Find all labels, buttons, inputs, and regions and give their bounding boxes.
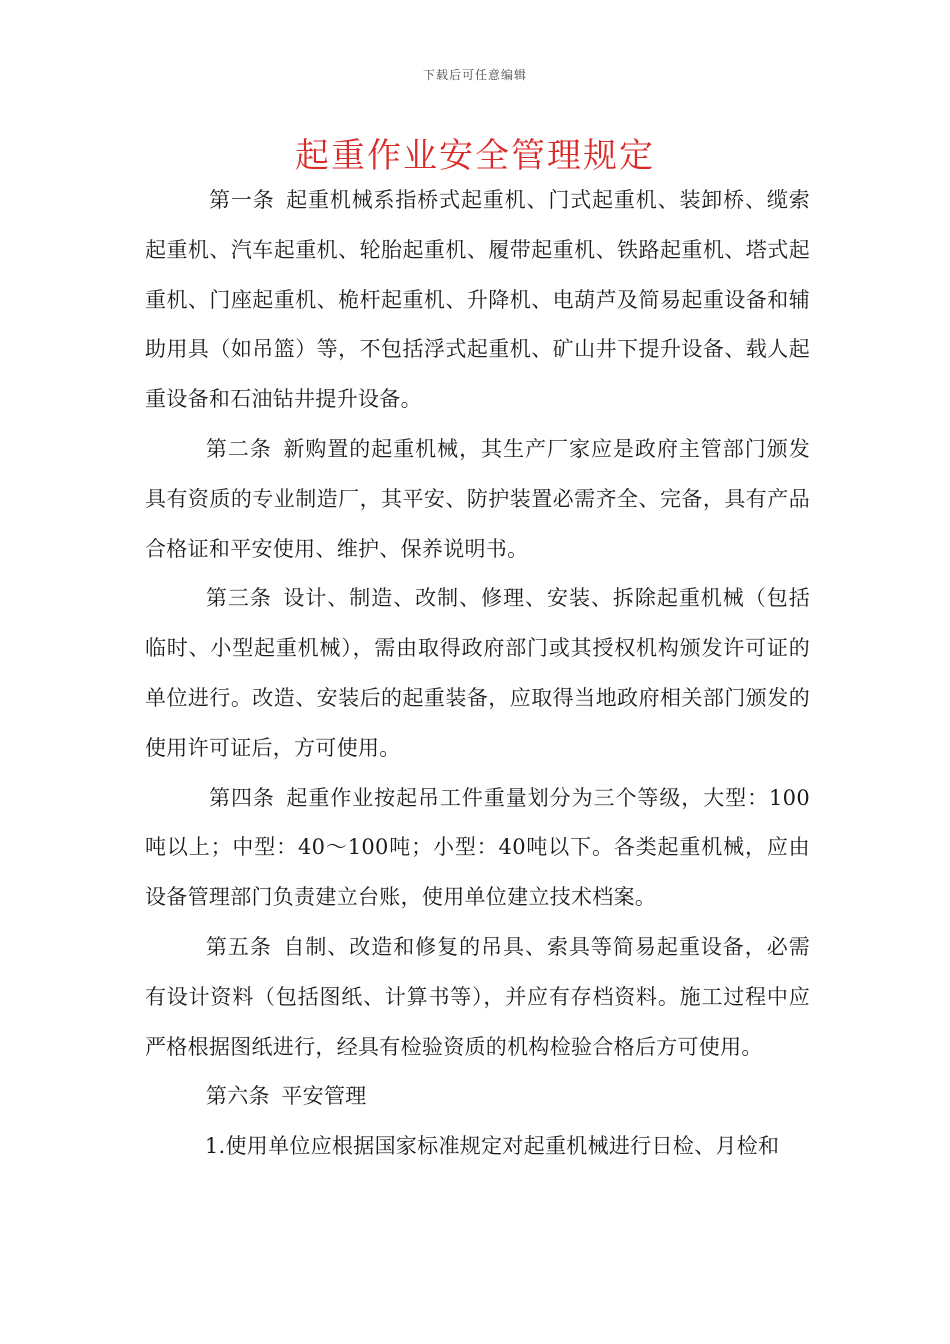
article-5 — [145, 923, 810, 1072]
article-2 — [145, 425, 810, 574]
article-5-label: 第五条 — [205, 934, 272, 959]
list-item-1: 1.使用单位应根据国家标准规定对起重机械进行日检、月检和 — [204, 1134, 780, 1159]
article-2-label: 第二条 — [205, 436, 272, 461]
article-3 — [145, 574, 810, 773]
article-4-label: 第四条 — [209, 785, 275, 810]
article-5-text: 自制、改造和修复的吊具、索具等简易起重设备，必需有设计资料（包括图纸、计算书等），并应有存档资料。施工过程中应严格根据图纸进行，经具有检验资质的机构检验合格后方可使用。 — [145, 934, 810, 1059]
article-2-text: 新购置的起重机械，其生产厂家应是政府主管部门颁发具有资质的专业制造厂，其平安、防护装置必需齐全、完备，具有产品合格证和平安使用、维护、保养说明书。 — [145, 436, 810, 561]
article-6 — [145, 1072, 810, 1122]
article-1 — [145, 176, 810, 425]
document-title: 起重作业安全管理规定 — [295, 136, 655, 176]
article-1-text: 起重机械系指桥式起重机、门式起重机、装卸桥、缆索起重机、汽车起重机、轮胎起重机、履带起重机、铁路起重机、塔式起重机、门座起重机、桅杆起重机、升降机、电葫芦及简易起重设备和辅助用具（如吊篮）等，不包括浮式起重机、矿山井下提升设备、载人起重设备和石油钻井提升设备。 — [145, 188, 811, 412]
page-header-note: 下载后可任意编辑 — [422, 68, 527, 82]
article-3-text: 设计、制造、改制、修理、安装、拆除起重机械（包括临时、小型起重机械），需由取得政府部门或其授权机构颁发许可证的单位进行。改造、安装后的起重装备，应取得当地政府相关部门颁发的使用许可证后，方可使用。 — [145, 586, 810, 760]
document-body — [145, 176, 810, 1172]
article-3-label: 第三条 — [205, 586, 272, 611]
article-1-label: 第一条 — [209, 188, 275, 212]
article-6-label: 第六条 — [205, 1084, 270, 1109]
article-4 — [145, 774, 810, 923]
article-6-text: 平安管理 — [281, 1084, 367, 1109]
article-4-text: 起重作业按起吊工件重量划分为三个等级，大型：100吨以上；中型：40～100吨；小型：40吨以下。各类起重机械，应由设备管理部门负责建立台账，使用单位建立技术档案。 — [145, 785, 810, 910]
